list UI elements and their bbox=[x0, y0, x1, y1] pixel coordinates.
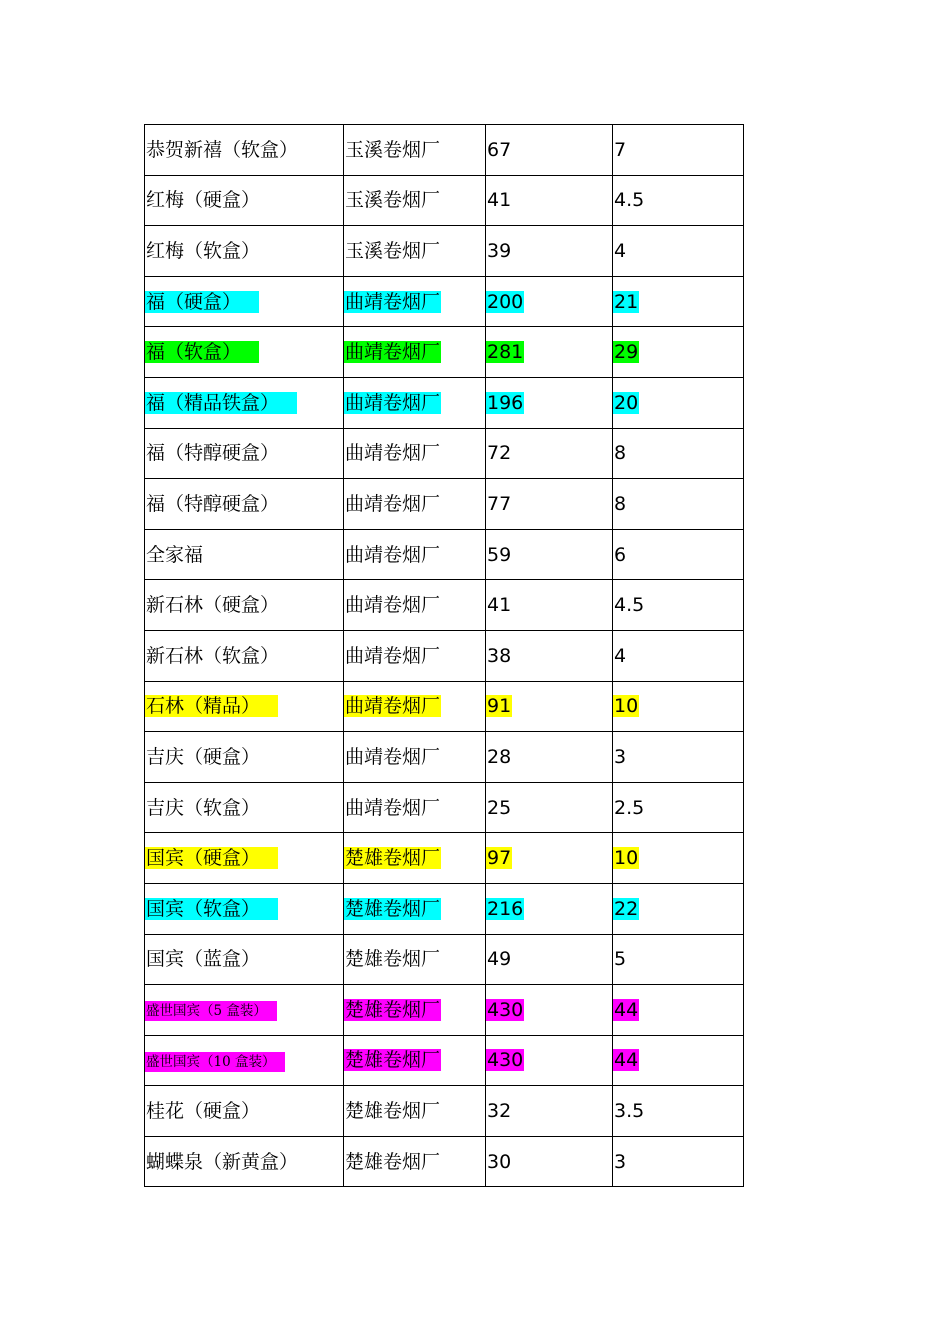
factory-cell bbox=[344, 681, 486, 732]
price-a-text: 97 bbox=[487, 847, 512, 870]
price-b-text: 8 bbox=[614, 492, 627, 515]
brand-name-text: 福（特醇硬盒） bbox=[146, 442, 280, 465]
table-row bbox=[145, 782, 744, 833]
factory-cell bbox=[344, 226, 486, 277]
brand-name-cell bbox=[145, 377, 344, 428]
price-a-cell bbox=[486, 125, 613, 176]
brand-name-text: 盛世国宾（10 盒装） bbox=[145, 1052, 285, 1072]
price-a-cell bbox=[486, 934, 613, 985]
brand-name-cell bbox=[145, 125, 344, 176]
brand-name-text: 红梅（硬盒） bbox=[146, 189, 261, 212]
brand-name-text: 恭贺新禧（软盒） bbox=[146, 138, 299, 161]
brand-name-cell bbox=[145, 1035, 344, 1086]
price-b-text: 3 bbox=[614, 1150, 627, 1173]
brand-name-text: 新石林（硬盒） bbox=[146, 594, 280, 617]
factory-text: 楚雄卷烟厂 bbox=[345, 1049, 441, 1072]
factory-text: 楚雄卷烟厂 bbox=[345, 847, 441, 870]
price-b-text: 21 bbox=[614, 290, 639, 313]
table-row bbox=[145, 276, 744, 327]
price-a-cell bbox=[486, 226, 613, 277]
price-b-cell bbox=[613, 681, 744, 732]
price-a-cell bbox=[486, 1086, 613, 1137]
price-b-cell bbox=[613, 630, 744, 681]
brand-name-cell bbox=[145, 934, 344, 985]
factory-cell bbox=[344, 732, 486, 783]
brand-name-cell bbox=[145, 479, 344, 530]
price-a-cell bbox=[486, 327, 613, 378]
price-a-cell bbox=[486, 883, 613, 934]
price-b-text: 4 bbox=[614, 644, 627, 667]
brand-name-text: 桂花（硬盒） bbox=[146, 1100, 261, 1123]
brand-name-cell bbox=[145, 1086, 344, 1137]
factory-cell bbox=[344, 1136, 486, 1187]
price-a-text: 216 bbox=[487, 897, 524, 920]
factory-cell bbox=[344, 782, 486, 833]
price-a-text: 59 bbox=[487, 543, 512, 566]
factory-text: 楚雄卷烟厂 bbox=[345, 948, 441, 971]
factory-text: 曲靖卷烟厂 bbox=[345, 594, 441, 617]
table-row bbox=[145, 630, 744, 681]
table-row bbox=[145, 681, 744, 732]
factory-cell bbox=[344, 428, 486, 479]
factory-cell bbox=[344, 377, 486, 428]
price-b-cell bbox=[613, 732, 744, 783]
factory-text: 玉溪卷烟厂 bbox=[345, 239, 441, 262]
brand-name-cell bbox=[145, 428, 344, 479]
factory-text: 玉溪卷烟厂 bbox=[345, 138, 441, 161]
brand-name-text: 国宾（软盒） bbox=[145, 898, 278, 920]
table-row bbox=[145, 377, 744, 428]
price-b-text: 10 bbox=[614, 847, 639, 870]
price-a-cell bbox=[486, 479, 613, 530]
price-b-cell bbox=[613, 175, 744, 226]
brand-name-text: 盛世国宾（5 盒装） bbox=[145, 1001, 277, 1021]
factory-text: 楚雄卷烟厂 bbox=[345, 1100, 441, 1123]
factory-cell bbox=[344, 175, 486, 226]
factory-cell bbox=[344, 833, 486, 884]
brand-name-cell bbox=[145, 580, 344, 631]
table-row bbox=[145, 327, 744, 378]
table-row bbox=[145, 428, 744, 479]
price-a-cell bbox=[486, 175, 613, 226]
price-a-text: 41 bbox=[487, 594, 512, 617]
price-b-cell bbox=[613, 1035, 744, 1086]
factory-text: 曲靖卷烟厂 bbox=[345, 745, 441, 768]
price-b-cell bbox=[613, 833, 744, 884]
factory-text: 曲靖卷烟厂 bbox=[345, 492, 441, 515]
price-a-text: 39 bbox=[487, 239, 512, 262]
price-b-cell bbox=[613, 428, 744, 479]
factory-cell bbox=[344, 934, 486, 985]
factory-cell bbox=[344, 985, 486, 1036]
price-b-text: 5 bbox=[614, 948, 627, 971]
price-b-cell bbox=[613, 125, 744, 176]
price-a-text: 91 bbox=[487, 695, 512, 718]
price-a-text: 41 bbox=[487, 189, 512, 212]
brand-name-text: 福（软盒） bbox=[145, 341, 259, 363]
price-b-text: 44 bbox=[614, 1049, 639, 1072]
brand-name-text: 新石林（软盒） bbox=[146, 644, 280, 667]
table-body bbox=[145, 125, 744, 1187]
cigarette-price-table bbox=[144, 124, 744, 1187]
price-b-text: 4.5 bbox=[614, 594, 645, 617]
price-a-text: 196 bbox=[487, 391, 524, 414]
brand-name-cell bbox=[145, 276, 344, 327]
table-row bbox=[145, 479, 744, 530]
price-a-cell bbox=[486, 630, 613, 681]
factory-text: 曲靖卷烟厂 bbox=[345, 543, 441, 566]
factory-text: 曲靖卷烟厂 bbox=[345, 290, 441, 313]
price-a-text: 38 bbox=[487, 644, 512, 667]
price-a-text: 30 bbox=[487, 1150, 512, 1173]
factory-cell bbox=[344, 1086, 486, 1137]
price-b-cell bbox=[613, 1086, 744, 1137]
price-a-text: 430 bbox=[487, 998, 524, 1021]
price-b-text: 20 bbox=[614, 391, 639, 414]
factory-text: 曲靖卷烟厂 bbox=[345, 695, 441, 718]
brand-name-cell bbox=[145, 883, 344, 934]
factory-cell bbox=[344, 529, 486, 580]
price-a-text: 430 bbox=[487, 1049, 524, 1072]
price-a-cell bbox=[486, 732, 613, 783]
price-a-text: 77 bbox=[487, 492, 512, 515]
price-a-text: 281 bbox=[487, 341, 524, 364]
brand-name-text: 吉庆（硬盒） bbox=[146, 745, 261, 768]
factory-cell bbox=[344, 276, 486, 327]
brand-name-text: 福（精品铁盒） bbox=[145, 392, 297, 414]
price-b-cell bbox=[613, 327, 744, 378]
price-b-text: 8 bbox=[614, 442, 627, 465]
factory-cell bbox=[344, 479, 486, 530]
price-b-text: 4.5 bbox=[614, 189, 645, 212]
factory-text: 曲靖卷烟厂 bbox=[345, 644, 441, 667]
brand-name-cell bbox=[145, 782, 344, 833]
price-a-cell bbox=[486, 681, 613, 732]
price-a-text: 200 bbox=[487, 290, 524, 313]
table-row bbox=[145, 1136, 744, 1187]
price-b-text: 29 bbox=[614, 341, 639, 364]
brand-name-cell bbox=[145, 630, 344, 681]
price-a-cell bbox=[486, 580, 613, 631]
brand-name-cell bbox=[145, 1136, 344, 1187]
price-b-text: 3 bbox=[614, 745, 627, 768]
table-row bbox=[145, 580, 744, 631]
price-b-cell bbox=[613, 782, 744, 833]
brand-name-text: 蝴蝶泉（新黄盒） bbox=[146, 1150, 299, 1173]
table-row bbox=[145, 833, 744, 884]
brand-name-text: 国宾（蓝盒） bbox=[146, 948, 261, 971]
price-a-cell bbox=[486, 833, 613, 884]
brand-name-text: 红梅（软盒） bbox=[146, 239, 261, 262]
factory-text: 曲靖卷烟厂 bbox=[345, 391, 441, 414]
price-b-cell bbox=[613, 377, 744, 428]
brand-name-text: 全家福 bbox=[146, 543, 204, 566]
price-b-text: 2.5 bbox=[614, 796, 645, 819]
price-a-text: 25 bbox=[487, 796, 512, 819]
price-a-cell bbox=[486, 782, 613, 833]
factory-text: 曲靖卷烟厂 bbox=[345, 442, 441, 465]
factory-cell bbox=[344, 1035, 486, 1086]
factory-text: 楚雄卷烟厂 bbox=[345, 897, 441, 920]
factory-cell bbox=[344, 580, 486, 631]
brand-name-text: 国宾（硬盒） bbox=[145, 847, 278, 869]
price-b-text: 10 bbox=[614, 695, 639, 718]
brand-name-cell bbox=[145, 327, 344, 378]
brand-name-text: 石林（精品） bbox=[145, 695, 278, 717]
price-b-cell bbox=[613, 529, 744, 580]
factory-cell bbox=[344, 883, 486, 934]
price-a-text: 49 bbox=[487, 948, 512, 971]
price-b-text: 22 bbox=[614, 897, 639, 920]
price-b-cell bbox=[613, 276, 744, 327]
factory-text: 楚雄卷烟厂 bbox=[345, 998, 441, 1021]
price-b-text: 7 bbox=[614, 138, 627, 161]
price-b-text: 3.5 bbox=[614, 1100, 645, 1123]
brand-name-cell bbox=[145, 985, 344, 1036]
factory-cell bbox=[344, 125, 486, 176]
price-b-cell bbox=[613, 479, 744, 530]
factory-cell bbox=[344, 630, 486, 681]
price-b-cell bbox=[613, 226, 744, 277]
price-a-cell bbox=[486, 985, 613, 1036]
price-a-text: 28 bbox=[487, 745, 512, 768]
brand-name-cell bbox=[145, 681, 344, 732]
price-a-cell bbox=[486, 529, 613, 580]
price-a-text: 67 bbox=[487, 138, 512, 161]
price-a-text: 32 bbox=[487, 1100, 512, 1123]
table-row bbox=[145, 934, 744, 985]
table-row bbox=[145, 732, 744, 783]
factory-cell bbox=[344, 327, 486, 378]
factory-text: 曲靖卷烟厂 bbox=[345, 341, 441, 364]
price-b-text: 6 bbox=[614, 543, 627, 566]
table-row bbox=[145, 883, 744, 934]
brand-name-cell bbox=[145, 833, 344, 884]
price-b-cell bbox=[613, 1136, 744, 1187]
brand-name-text: 福（特醇硬盒） bbox=[146, 492, 280, 515]
table-row bbox=[145, 1086, 744, 1137]
brand-name-text: 福（硬盒） bbox=[145, 291, 259, 313]
table-row bbox=[145, 125, 744, 176]
brand-name-cell bbox=[145, 175, 344, 226]
brand-name-text: 吉庆（软盒） bbox=[146, 796, 261, 819]
brand-name-cell bbox=[145, 226, 344, 277]
table-row bbox=[145, 529, 744, 580]
price-b-cell bbox=[613, 580, 744, 631]
table-row bbox=[145, 226, 744, 277]
price-a-cell bbox=[486, 1136, 613, 1187]
price-b-text: 44 bbox=[614, 998, 639, 1021]
price-a-cell bbox=[486, 428, 613, 479]
factory-text: 楚雄卷烟厂 bbox=[345, 1150, 441, 1173]
price-a-text: 72 bbox=[487, 442, 512, 465]
price-b-cell bbox=[613, 934, 744, 985]
price-a-cell bbox=[486, 1035, 613, 1086]
brand-name-cell bbox=[145, 732, 344, 783]
factory-text: 玉溪卷烟厂 bbox=[345, 189, 441, 212]
price-b-cell bbox=[613, 883, 744, 934]
price-a-cell bbox=[486, 377, 613, 428]
table-row bbox=[145, 985, 744, 1036]
price-b-text: 4 bbox=[614, 239, 627, 262]
table-row bbox=[145, 1035, 744, 1086]
factory-text: 曲靖卷烟厂 bbox=[345, 796, 441, 819]
price-a-cell bbox=[486, 276, 613, 327]
table-row bbox=[145, 175, 744, 226]
brand-name-cell bbox=[145, 529, 344, 580]
price-b-cell bbox=[613, 985, 744, 1036]
